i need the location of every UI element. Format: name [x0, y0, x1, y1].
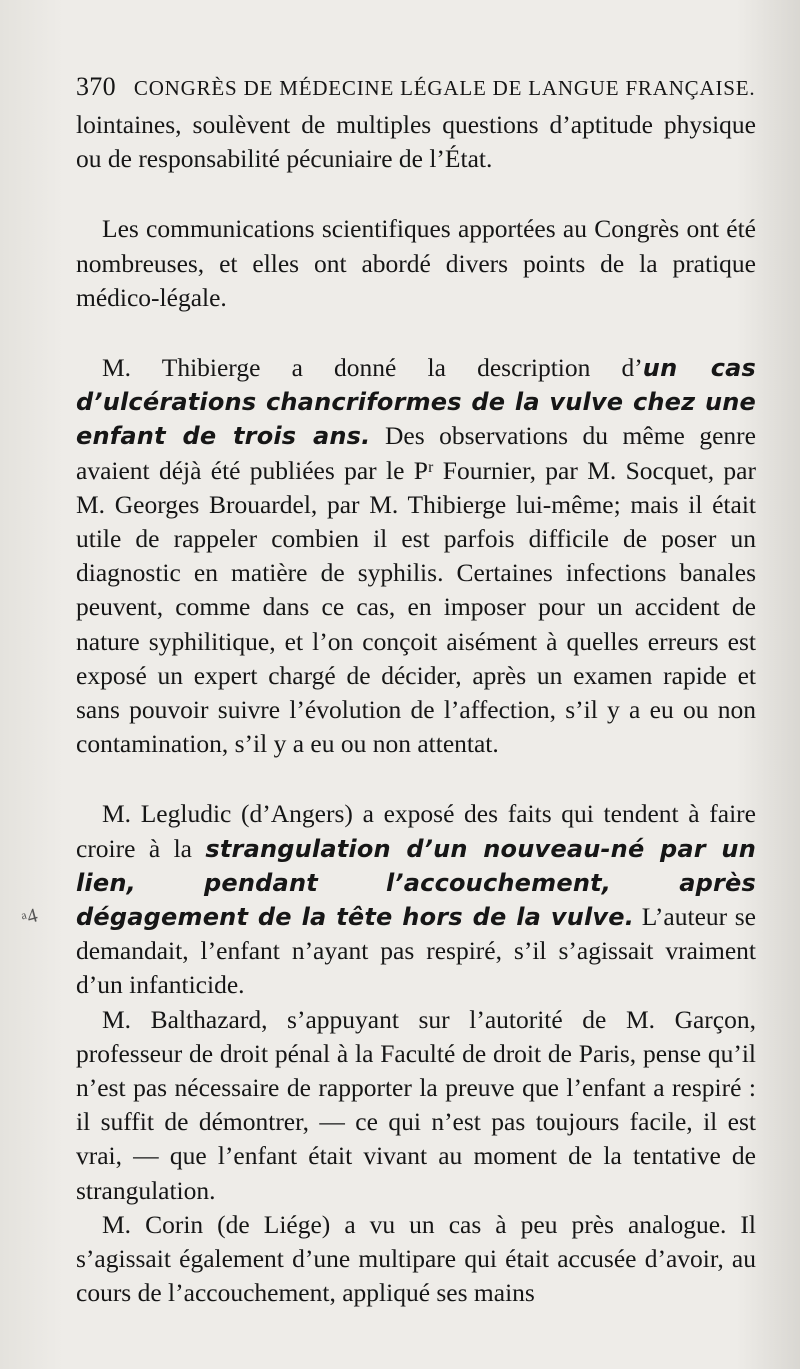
page-header [76, 72, 766, 102]
paragraph-rest: Des observations du même genre avaient déjà été publiées par le Pʳ Fournier, par M. Socquet, par M. Georges Brouardel, par M. Thibierge lui-même; mais il était utile de rappeler combien il est parfois difficile de poser un diagnostic en matière de syphilis. Certaines infections banales peuvent, comme dans ce cas, en imposer pour un accident de nature syphilitique, et l’on conçoit aisément à quelles erreurs est exposé un expert chargé de décider, après un examen rapide et sans pouvoir suivre l’évolution de l’affection, s’il y a eu ou non contamination, s’il y a eu ou non attentat. [76, 421, 756, 759]
paragraph-intro: M. Legludic (d’Angers) a exposé des faits qui tendent à faire croire à la [76, 799, 756, 863]
paragraph-intro: M. Thibierge a donné la description d’ [102, 353, 643, 383]
emphasized-topic: un cas d’ulcérations chancriformes de la vulve chez une enfant de trois ans. [76, 354, 756, 451]
page-number: 370 [76, 72, 116, 101]
paragraph-corin: M. Corin (de Liége) a vu un cas à peu près analogue. Il s’agissait également d’une multipare qui était accusée d’avoir, au cours de l’accouchement, appliqué ses mains [76, 1209, 756, 1308]
paragraph-rest: L’auteur se demandait, l’enfant n’ayant pas respiré, s’il s’agissait vraiment d’un infanticide. [76, 902, 756, 1000]
paragraph-legludic [76, 797, 756, 1002]
emphasized-topic: strangulation d’un nouveau-né par un lien, pendant l’accouchement, après dégagement de la tête hors de la vulve. [76, 834, 756, 932]
paragraph-continuation: lointaines, soulèvent de multiples questions d’aptitude physique ou de responsabilité pécuniaire de l’État. [76, 110, 756, 174]
body-text [76, 108, 756, 1311]
running-title: CONGRÈS DE MÉDECINE LÉGALE DE LANGUE FRANÇAISE. [133, 76, 756, 100]
paragraph-balthazard: M. Balthazard, s’appuyant sur l’autorité de M. Garçon, professeur de droit pénal à la Faculté de droit de Paris, pense qu’il n’est pas nécessaire de rapporter la preuve que l’enfant a respiré : il suffit de démontrer, — ce qui n’est pas toujours facile, il est vrai, — que l’enfant était vivant au moment de la tentative de strangulation. [76, 1004, 756, 1205]
paragraph-communications: Les communications scientifiques apportées au Congrès ont été nombreuses, et elles ont abordé divers points de la pratique médico-légale. [76, 214, 756, 312]
paragraph-thibierge [76, 351, 756, 761]
margin-annotation: ᵃ4 [19, 904, 40, 930]
